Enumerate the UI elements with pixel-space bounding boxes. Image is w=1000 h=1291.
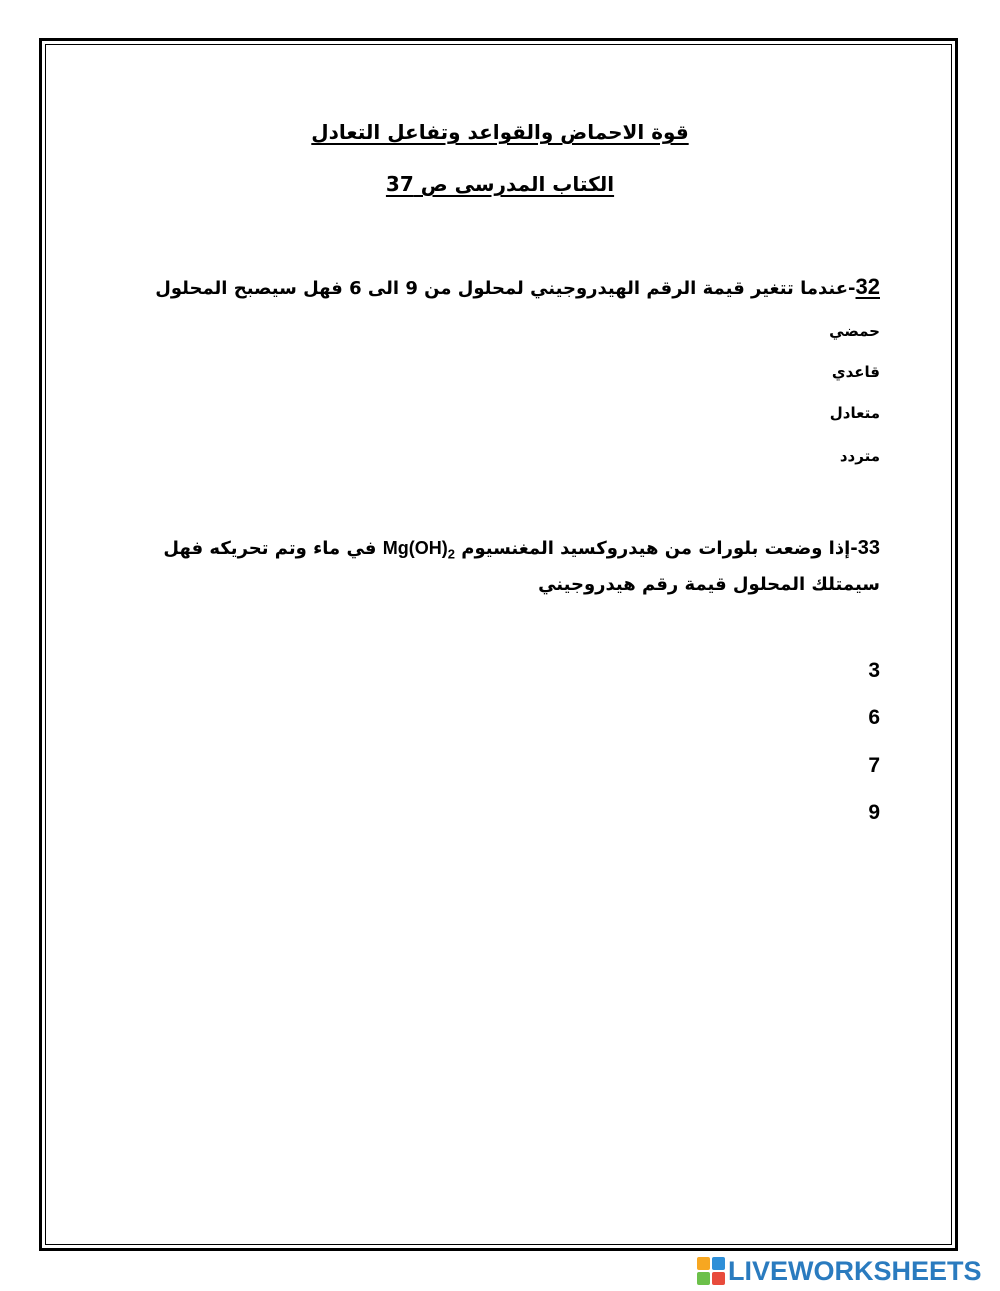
page-border-inner <box>45 44 952 1245</box>
worksheet-subtitle-text: الكتاب المدرسى ص 37 <box>385 172 615 196</box>
question-32-number: 32 <box>855 274 880 299</box>
question-32-option-hesitant[interactable]: متردد <box>839 447 880 465</box>
formula-subscript: 2 <box>447 546 455 562</box>
formula-main: Mg(OH) <box>382 538 448 558</box>
worksheet-subtitle <box>0 172 1000 196</box>
question-33-option-9[interactable]: 9 <box>868 801 880 824</box>
magnesium-hydroxide-formula <box>382 538 455 562</box>
question-33-dash: - <box>850 538 858 559</box>
question-32-option-neutral[interactable]: متعادل <box>829 404 880 422</box>
worksheet-title <box>0 120 1000 144</box>
question-32-option-acidic[interactable]: حمضي <box>829 322 880 340</box>
question-33 <box>150 533 880 600</box>
liveworksheets-brand-name: LIVEWORKSHEETS <box>728 1255 982 1286</box>
question-33-option-3[interactable]: 3 <box>868 659 880 682</box>
question-32-text: عندما تتغير قيمة الرقم الهيدروجيني لمحلول من 9 الى 6 فهل سيصبح المحلول <box>155 278 849 299</box>
question-33-text-before: إذا وضعت بلورات من هيدروكسيد المغنسيوم <box>461 538 851 559</box>
question-33-text-after: في ماء وتم تحريكه فهل سيمتلك المحلول قيمة رقم هيدروجيني <box>163 538 880 595</box>
question-32-dash: - <box>848 278 856 299</box>
worksheet-title-text: قوة الاحماض والقواعد وتفاعل التعادل <box>311 120 689 144</box>
question-33-option-7[interactable]: 7 <box>868 754 880 777</box>
question-33-option-6[interactable]: 6 <box>868 706 880 729</box>
liveworksheets-logo <box>697 1255 982 1287</box>
question-33-number: 33 <box>857 537 880 559</box>
question-32-option-basic[interactable]: قاعدي <box>831 363 880 381</box>
question-32 <box>150 272 880 304</box>
liveworksheets-icon <box>697 1257 725 1285</box>
